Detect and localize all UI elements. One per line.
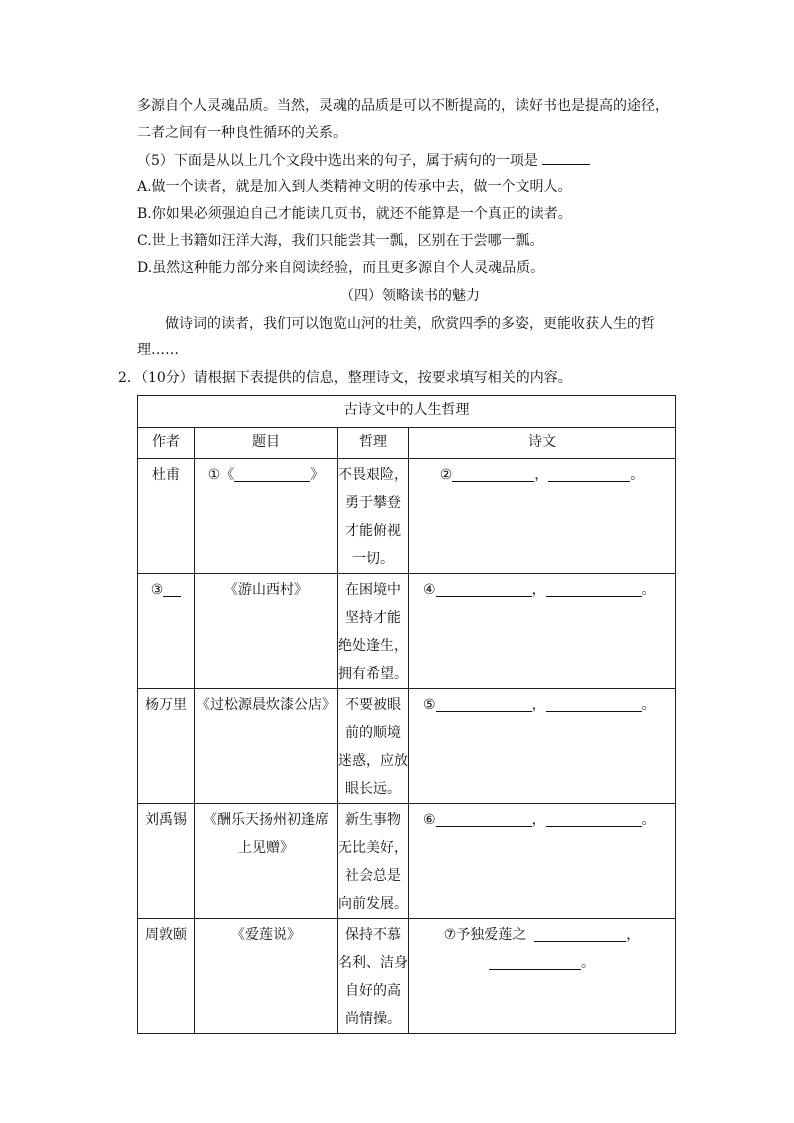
author-cell: 刘禹锡 bbox=[138, 804, 195, 919]
answer-blank[interactable] bbox=[542, 149, 590, 165]
poem-blank-6a[interactable] bbox=[436, 810, 532, 827]
philosophy-cell: 不要被眼 前的顺境 迷惑，应放 眼长远。 bbox=[338, 689, 409, 804]
philosophy-table bbox=[137, 395, 676, 1034]
author-cell: 周敦颐 bbox=[138, 919, 195, 1034]
header-author: 作者 bbox=[138, 428, 195, 459]
title-cell: 《过松源晨炊漆公店》 bbox=[195, 689, 338, 804]
title-cell: 《酬乐天扬州初逢席 上见赠》 bbox=[195, 804, 338, 919]
section-heading: （四）领略读书的魅力 bbox=[340, 288, 480, 304]
option-a: A.做一个读者，就是加入到人类精神文明的传承中去，做一个文明人。 bbox=[137, 179, 572, 195]
poem-cell: ④ ， 。 bbox=[409, 574, 676, 689]
option-b: B.你如果必须强迫自己才能读几页书，就还不能算是一个真正的读者。 bbox=[137, 206, 572, 222]
poem-cell: ⑤ ， 。 bbox=[409, 689, 676, 804]
poem-blank-5b[interactable] bbox=[546, 695, 642, 712]
option-d: D.虽然这种能力部分来自阅读经验，而且更多源自个人灵魂品质。 bbox=[137, 260, 545, 276]
poem-cell: ⑥ ， 。 bbox=[409, 804, 676, 919]
philosophy-cell: 在困境中 坚持才能 绝处逢生， 拥有希望。 bbox=[338, 574, 409, 689]
title-cell: 《爱莲说》 bbox=[195, 919, 338, 1034]
table-row bbox=[138, 919, 676, 1034]
poem-blank-7b[interactable] bbox=[489, 953, 581, 970]
section-paragraph-line-1: 做诗词的读者，我们可以饱览山河的壮美，欣赏四季的多姿，更能收获人生的哲 bbox=[165, 316, 655, 332]
philosophy-cell: 新生事物 无比美好， 社会总是 向前发展。 bbox=[338, 804, 409, 919]
table-row bbox=[138, 689, 676, 804]
poem-blank-6b[interactable] bbox=[546, 810, 642, 827]
table-title: 古诗文中的人生哲理 bbox=[138, 396, 676, 428]
question-5-stem bbox=[137, 149, 590, 172]
table-row bbox=[138, 459, 676, 574]
philosophy-cell: 保持不慕 名利、洁身 自好的高 尚情操。 bbox=[338, 919, 409, 1034]
paragraph-line-2: 二者之间有一种良性循环的关系。 bbox=[137, 125, 347, 141]
author-cell: ③ bbox=[138, 574, 195, 689]
title-cell: 《游山西村》 bbox=[195, 574, 338, 689]
header-philosophy: 哲理 bbox=[338, 428, 409, 459]
poem-blank-4b[interactable] bbox=[546, 580, 642, 597]
poem-cell: ⑦予独爱莲之 ， 。 bbox=[409, 919, 676, 1034]
author-cell: 杨万里 bbox=[138, 689, 195, 804]
paragraph-line-1: 多源自个人灵魂品质。当然，灵魂的品质是可以不断提高的，读好书也是提高的途径， bbox=[137, 98, 669, 114]
author-cell: 杜甫 bbox=[138, 459, 195, 574]
header-poem: 诗文 bbox=[409, 428, 676, 459]
title-blank-1[interactable] bbox=[234, 465, 310, 482]
option-c: C.世上书籍如汪洋大海，我们只能尝其一瓢，区别在于尝哪一瓢。 bbox=[137, 233, 544, 249]
title-cell: ①《 》 bbox=[195, 459, 338, 574]
poem-blank-2a[interactable] bbox=[452, 465, 534, 482]
philosophy-cell: 不畏艰险， 勇于攀登 才能俯视 一切。 bbox=[338, 459, 409, 574]
poem-blank-5a[interactable] bbox=[436, 695, 532, 712]
table-header-row bbox=[138, 428, 676, 459]
table-title-row bbox=[138, 396, 676, 428]
table-row bbox=[138, 804, 676, 919]
table-row bbox=[138, 574, 676, 689]
question-2-stem: 2．（10分）请根据下表提供的信息，整理诗文，按要求填写相关的内容。 bbox=[118, 370, 572, 386]
poem-blank-2b[interactable] bbox=[548, 465, 630, 482]
header-title: 题目 bbox=[195, 428, 338, 459]
poem-cell: ② ， 。 bbox=[409, 459, 676, 574]
question-5-text: （5）下面是从以上几个文段中选出来的句子，属于病句的一项是 bbox=[137, 153, 538, 169]
section-paragraph-line-2: 理…… bbox=[137, 342, 179, 358]
poem-blank-4a[interactable] bbox=[436, 580, 532, 597]
poem-blank-7a[interactable] bbox=[534, 925, 626, 942]
author-blank-3[interactable] bbox=[163, 580, 181, 597]
